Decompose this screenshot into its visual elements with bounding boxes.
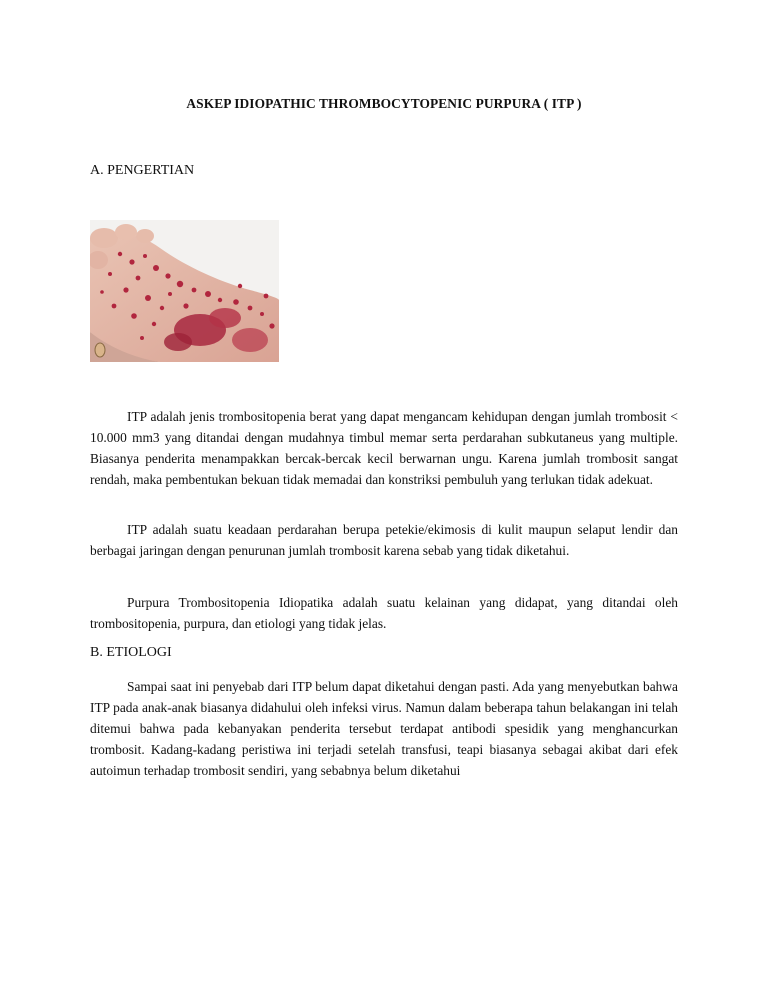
foot-photo-illustration <box>90 220 279 362</box>
paragraph-etiologi-1: Sampai saat ini penyebab dari ITP belum dapat diketahui dengan pasti. Ada yang menyebutkan bahwa ITP pada anak-anak biasanya didahului oleh infeksi virus. Namun dalam beberapa tahun belakangan ini telah ditemui bahwa pada kebanyakan penderita tersebut terdapat antibodi spesidik yang menghancurkan trombosit. Kadang-kadang peristiwa ini terjadi setelah transfusi, teapi biasanya sebagai akibat dari efek autoimun terhadap trombosit sendiri, yang sebabnya belum diketahui <box>90 679 678 778</box>
paragraph-pengertian-1: ITP adalah jenis trombositopenia berat yang dapat mengancam kehidupan dengan jumlah trombosit < 10.000 mm3 yang ditandai dengan mudahnya timbul memar serta perdarahan subkutaneus yang multiple. Biasanya penderita menampakkan bercak-bercak kecil berwarnan ungu. Karena jumlah trombosit sangat rendah, maka pembentukan bekuan tidak memadai dan konstriksi pembuluh yang terlukan tidak adekuat. <box>90 409 678 487</box>
purpura-foot-photo <box>90 220 279 362</box>
paragraph-pengertian-2: ITP adalah suatu keadaan perdarahan berupa petekie/ekimosis di kulit maupun selaput lendir dan berbagai jaringan dengan penurunan jumlah trombosit karena sebab yang tidak diketahui. <box>90 522 678 558</box>
section-heading-pengertian: A. PENGERTIAN <box>90 163 195 178</box>
paragraph-pengertian-3: Purpura Trombositopenia Idiopatika adalah suatu kelainan yang didapat, yang ditandai oleh trombositopenia, purpura, dan etiologi yang tidak jelas. <box>90 595 678 631</box>
document-title: ASKEP IDIOPATHIC THROMBOCYTOPENIC PURPURA ( ITP ) <box>186 96 582 111</box>
section-heading-etiologi: B. ETIOLOGI <box>90 645 172 660</box>
